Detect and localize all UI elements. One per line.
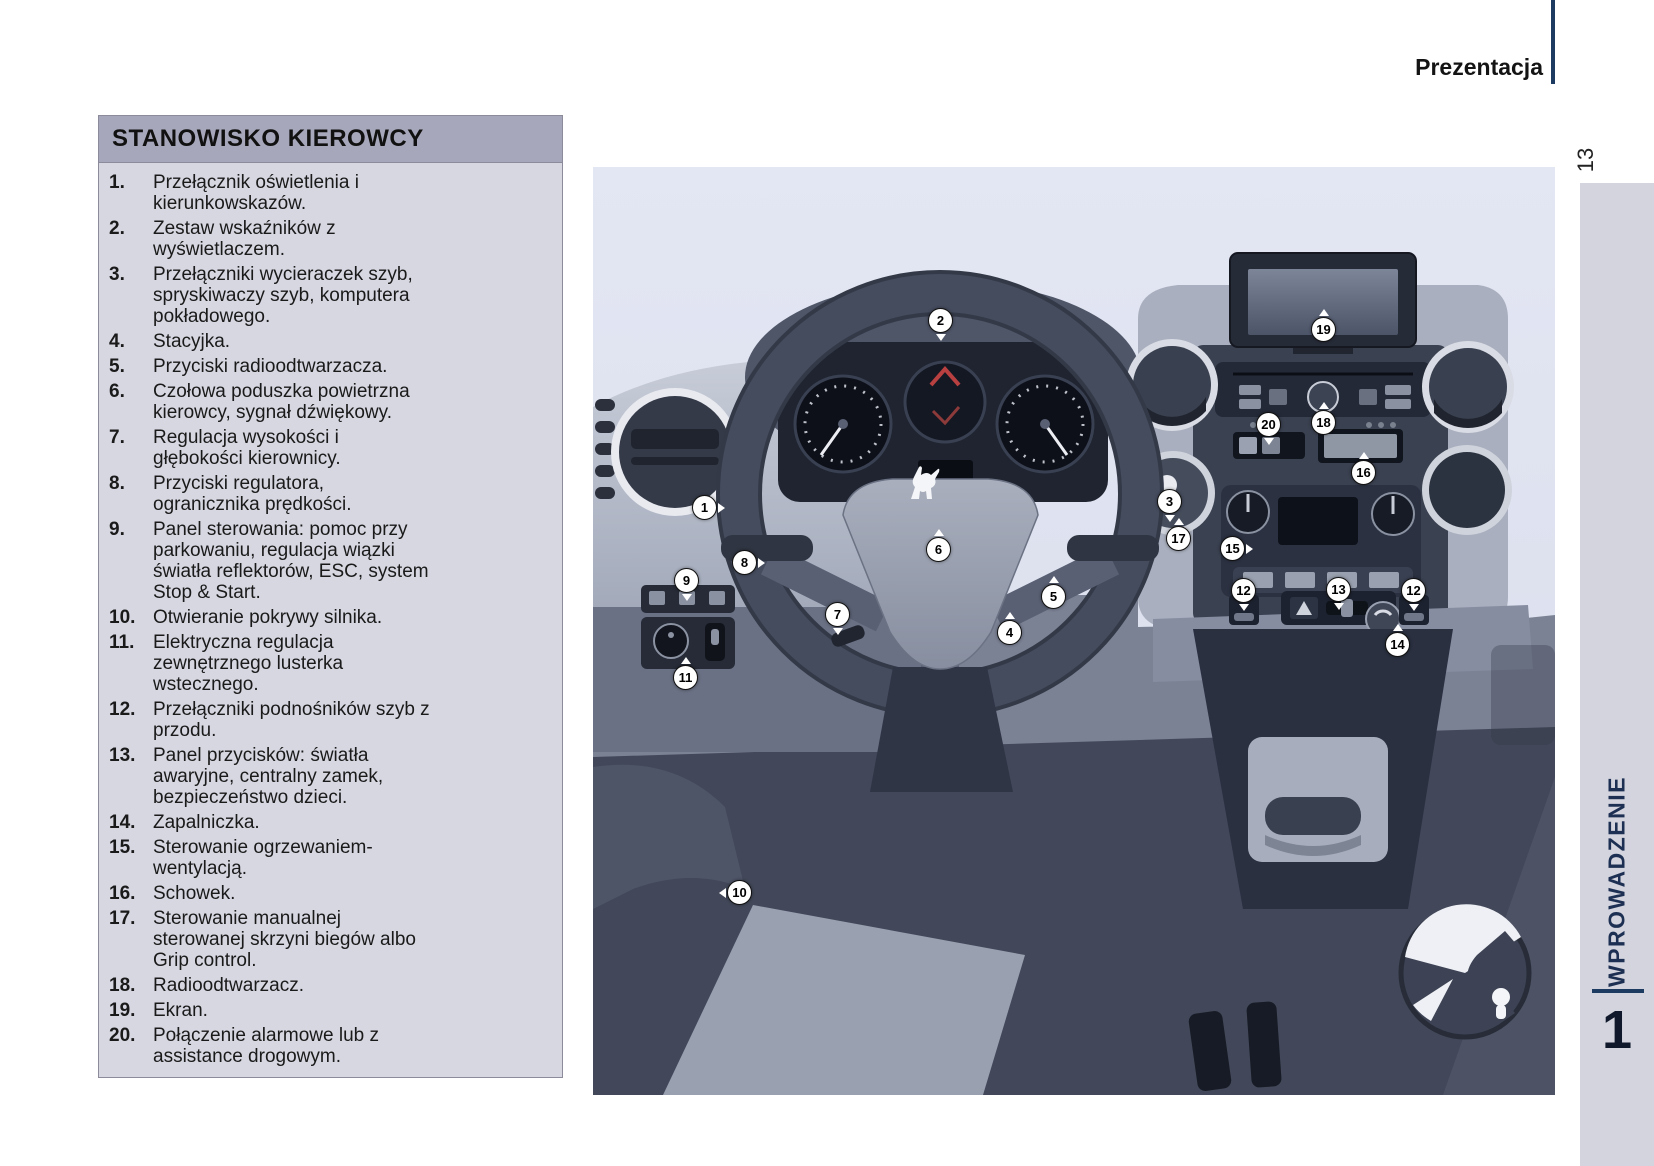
list-item	[109, 607, 556, 628]
callout-badge: 9	[674, 568, 699, 593]
list-item-text: Sterowanie manualnej sterowanej skrzyni biegów albo Grip control.	[153, 908, 416, 971]
callout-badge: 19	[1311, 317, 1336, 342]
list-item-number: 5.	[109, 356, 125, 377]
list-item-number: 3.	[109, 264, 125, 285]
list-item-number: 17.	[109, 908, 136, 929]
callout-badge: 3	[1157, 489, 1182, 514]
list-item	[109, 331, 556, 352]
chapter-divider-rule	[1592, 989, 1644, 993]
list-item	[109, 1000, 556, 1021]
list-item-text: Regulacja wysokości i głębokości kierownicy.	[153, 427, 341, 469]
list-item-number: 18.	[109, 975, 136, 996]
callout-badge: 14	[1385, 632, 1410, 657]
list-item-text: Połączenie alarmowe lub z assistance drogowym.	[153, 1025, 380, 1067]
callout-badge: 10	[727, 880, 752, 905]
chapter-label: WPROWADZENIE	[1603, 776, 1630, 987]
list-item	[109, 1025, 556, 1067]
callout-badge: 5	[1041, 584, 1066, 609]
list-item-number: 9.	[109, 519, 125, 540]
legend-panel	[98, 115, 563, 1078]
list-item-text: Ekran.	[153, 1000, 208, 1021]
callout-badge: 15	[1220, 536, 1245, 561]
dashboard-illustration	[593, 167, 1555, 1095]
console-air-vent-right	[1422, 341, 1514, 433]
callout-badge: 2	[928, 308, 953, 333]
cup-holder	[1422, 445, 1512, 535]
list-item-text: Elektryczna regulacja zewnętrznego lusterka wstecznego.	[153, 632, 344, 695]
list-item-number: 12.	[109, 699, 136, 720]
list-item-text: Panel przycisków: światła awaryjne, centralny zamek, bezpieczeństwo dzieci.	[153, 745, 384, 808]
list-item	[109, 218, 556, 260]
list-item-text: Czołowa poduszka powietrzna kierowcy, sygnał dźwiękowy.	[153, 381, 410, 423]
callout-badge: 12	[1401, 578, 1426, 603]
list-item-text: Zestaw wskaźników z wyświetlaczem.	[153, 218, 336, 260]
list-item-text: Sterowanie ogrzewaniem- wentylacją.	[153, 837, 373, 879]
callout-badge: 12	[1231, 578, 1256, 603]
list-item-number: 19.	[109, 1000, 136, 1021]
list-item	[109, 975, 556, 996]
list-item-number: 13.	[109, 745, 136, 766]
list-item-number: 10.	[109, 607, 136, 628]
list-item-text: Otwieranie pokrywy silnika.	[153, 607, 383, 628]
instrument-cluster	[778, 342, 1108, 502]
callout-badge: 6	[926, 537, 951, 562]
list-item-text: Radioodtwarzacz.	[153, 975, 305, 996]
list-item-number: 4.	[109, 331, 125, 352]
glovebox	[1491, 645, 1555, 745]
list-item	[109, 837, 556, 879]
page-title: Prezentacja	[1415, 54, 1543, 80]
list-item-text: Stacyjka.	[153, 331, 231, 352]
callout-badge: 11	[673, 665, 698, 690]
list-item	[109, 883, 556, 904]
grip-control-icon	[1401, 904, 1529, 1037]
list-item-text: Schowek.	[153, 883, 236, 904]
list-item-number: 20.	[109, 1025, 136, 1046]
list-item	[109, 172, 556, 214]
list-item-number: 7.	[109, 427, 125, 448]
list-item-text: Przełącznik oświetlenia i kierunkowskazów.	[153, 172, 359, 214]
callout-badge: 1	[692, 495, 717, 520]
list-item-number: 11.	[109, 632, 135, 653]
list-item-number: 1.	[109, 172, 125, 193]
legend-title: STANOWISKO KIEROWCY	[99, 116, 562, 163]
list-item-number: 15.	[109, 837, 136, 858]
list-item-text: Przełączniki wycieraczek szyb, spryskiwaczy szyb, komputera pokładowego.	[153, 264, 413, 327]
dashboard-figure	[593, 167, 1555, 1095]
list-item-text: Panel sterowania: pomoc przy parkowaniu, regulacja wiązki światła reflektorów, ESC, system Stop & Start.	[153, 519, 429, 603]
list-item-text: Przyciski radioodtwarzacza.	[153, 356, 388, 377]
list-item	[109, 473, 556, 515]
list-item	[109, 264, 556, 327]
callout-badge: 4	[997, 620, 1022, 645]
list-item-number: 14.	[109, 812, 136, 833]
list-item	[109, 908, 556, 971]
list-item-number: 6.	[109, 381, 125, 402]
callout-badge: 20	[1256, 412, 1281, 437]
list-item	[109, 427, 556, 469]
callout-badge: 13	[1326, 577, 1351, 602]
right-stalk	[1067, 535, 1159, 561]
callout-badge: 16	[1351, 460, 1376, 485]
callout-badge: 8	[732, 550, 757, 575]
list-item	[109, 632, 556, 695]
list-item-text: Przyciski regulatora, ogranicznika prędkości.	[153, 473, 352, 515]
callout-badge: 18	[1311, 410, 1336, 435]
list-item-number: 8.	[109, 473, 125, 494]
list-item-text: Przełączniki podnośników szyb z przodu.	[153, 699, 430, 741]
callout-badge: 7	[825, 602, 850, 627]
callout-badge: 17	[1166, 526, 1191, 551]
chapter-number: 1	[1601, 1000, 1633, 1060]
legend-list	[99, 163, 562, 1077]
page-number: 13	[1573, 147, 1598, 173]
list-item	[109, 745, 556, 808]
list-item	[109, 356, 556, 377]
list-item-text: Zapalniczka.	[153, 812, 260, 833]
list-item-number: 2.	[109, 218, 125, 239]
chapter-sidebar	[1580, 183, 1654, 1166]
list-item	[109, 812, 556, 833]
header-accent-rule	[1551, 0, 1555, 84]
list-item	[109, 699, 556, 741]
list-item	[109, 519, 556, 603]
list-item	[109, 381, 556, 423]
list-item-number: 16.	[109, 883, 136, 904]
